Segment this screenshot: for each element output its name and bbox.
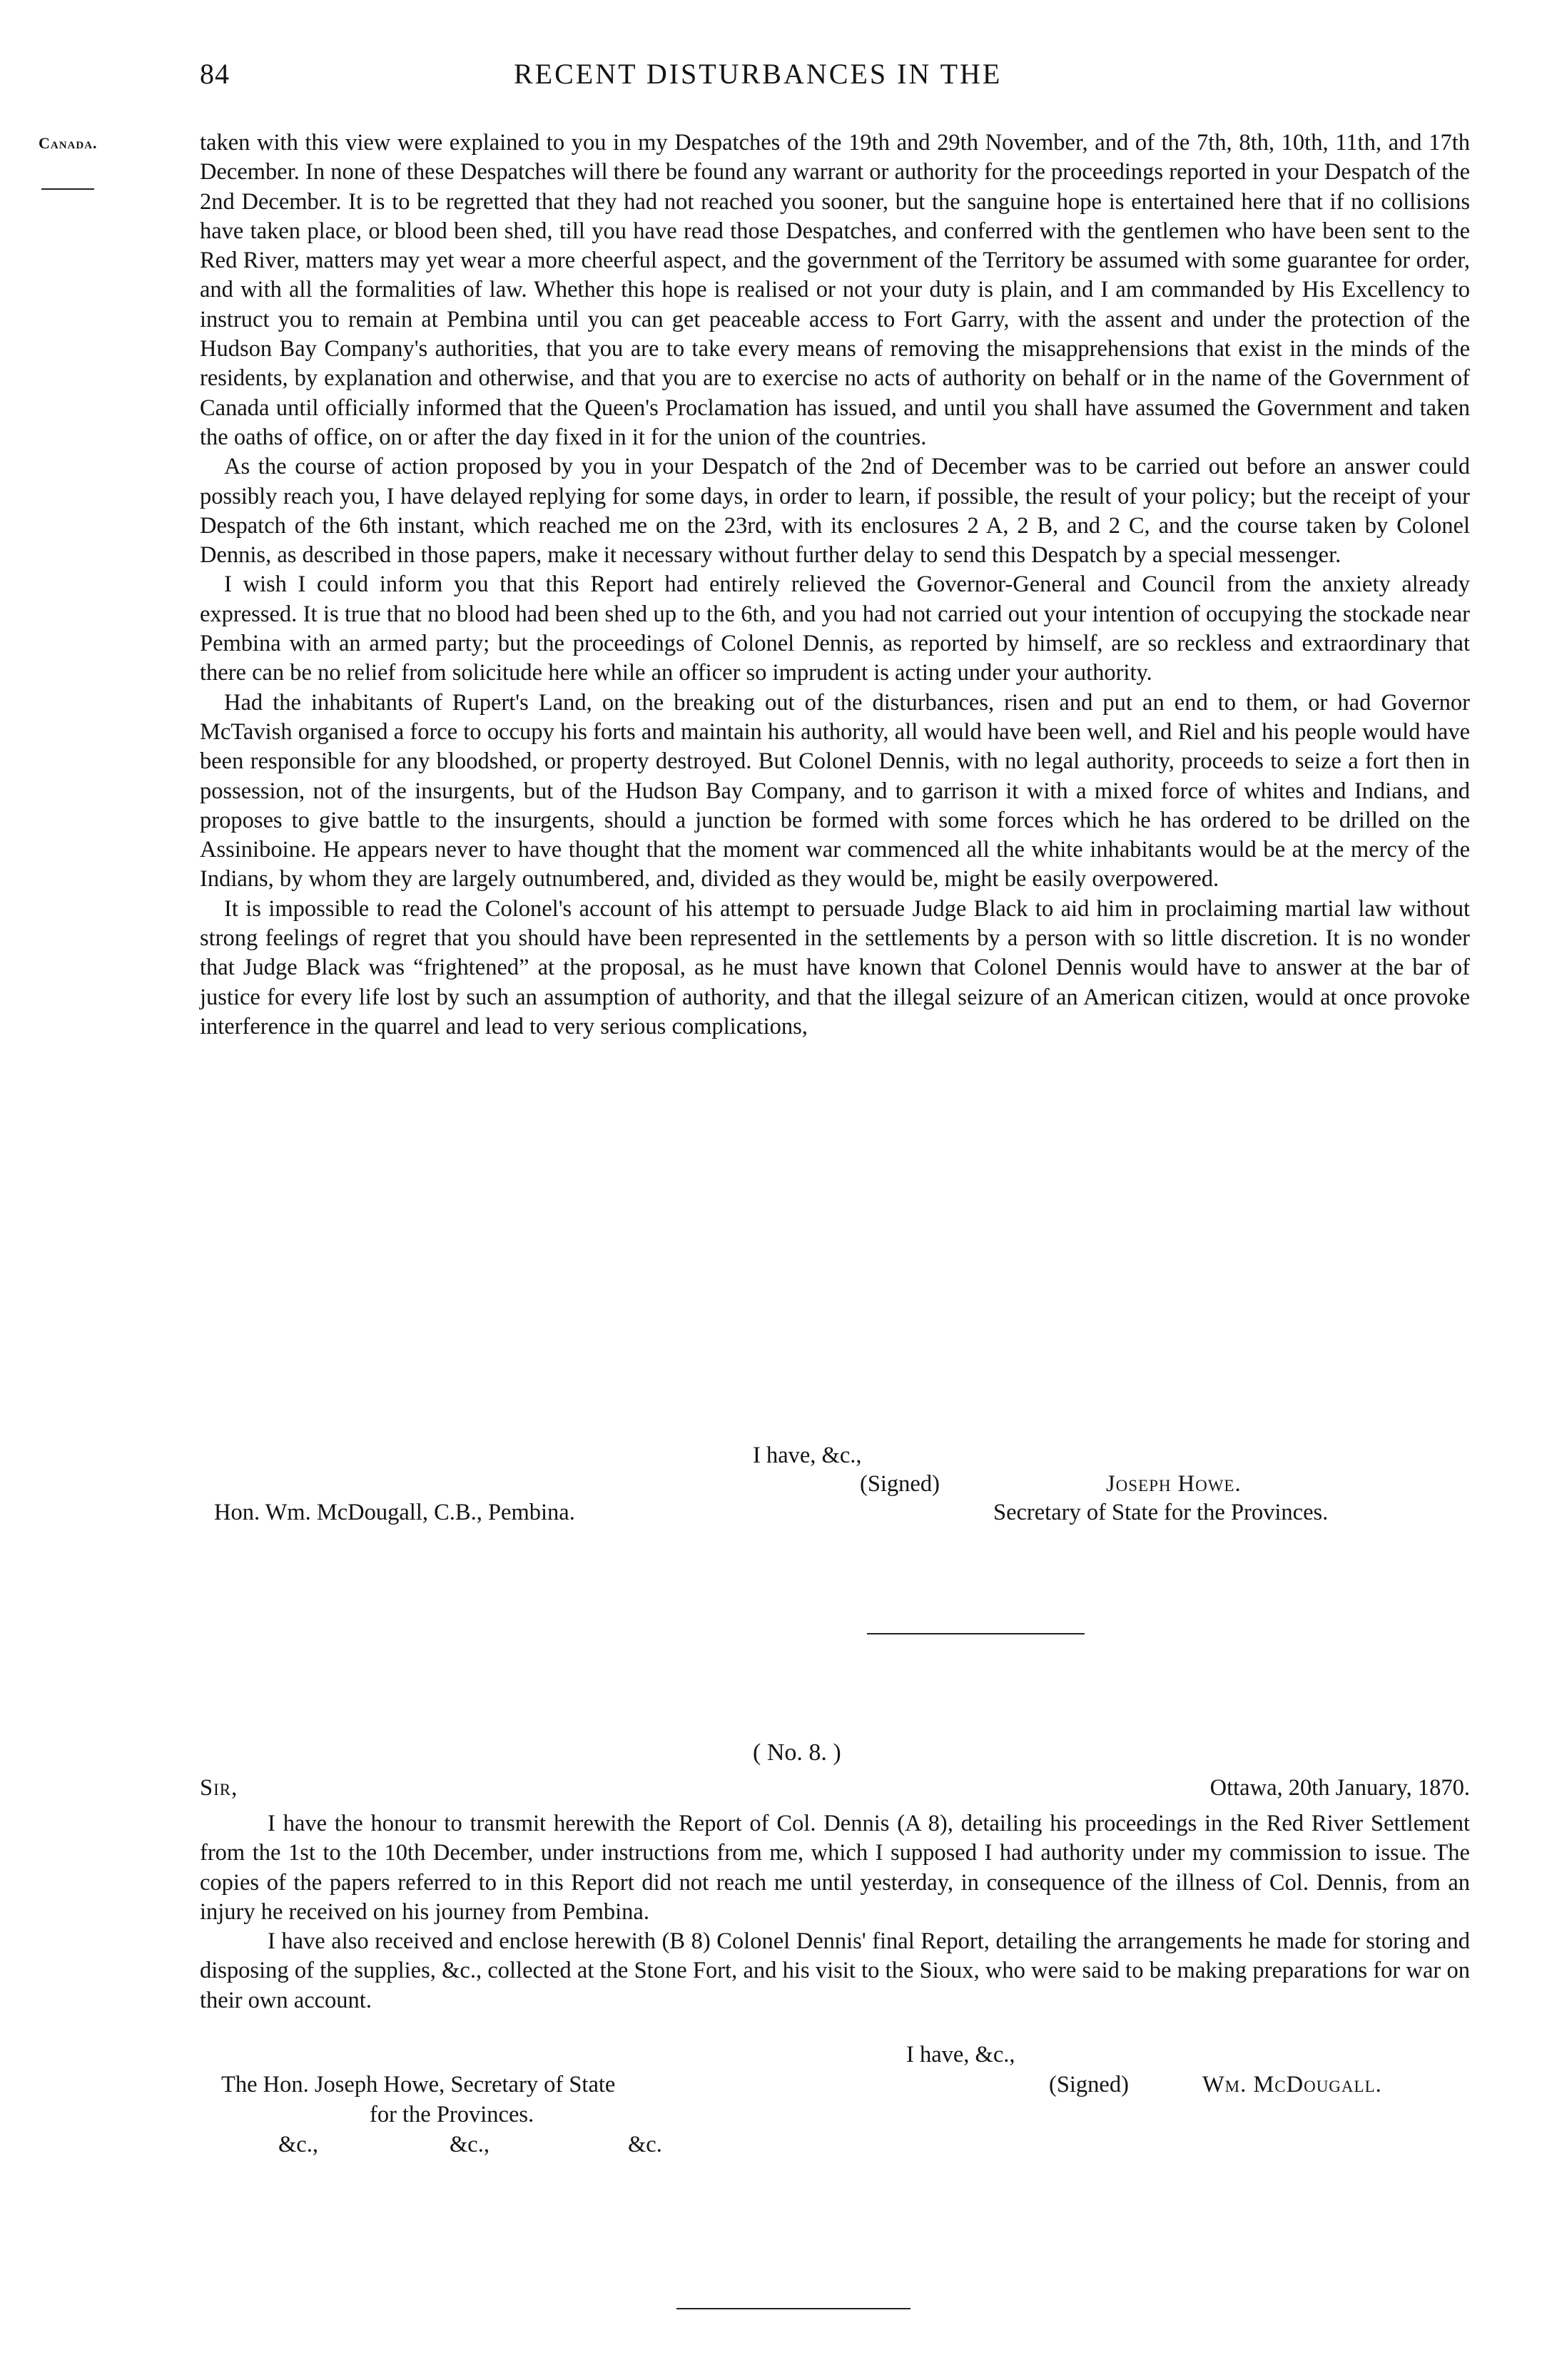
etc: &c. <box>628 2132 662 2157</box>
despatch-body <box>200 128 1470 1042</box>
document-number: ( No. 8. ) <box>753 1739 841 1766</box>
salutation: Sir, <box>200 1775 238 1801</box>
page-number: 84 <box>200 58 230 90</box>
paragraph: Had the inhabitants of Rupert's Land, on the breaking out of the disturbances, risen and put an end to them, or had Governor McTavish organised a force to occupy his forts and maintain his authority, all would have been well, and Riel and his people would have been responsible for any bloodshed, or property destroyed. But Colonel Dennis, with no legal authority, proceeds to seize a fort then in possession, not of the insurgents, but of the Hudson Bay Company, and to garrison it with a mixed force of whites and Indians, and proposes to give battle to the insurgents, should a junction be formed with some forces which he has ordered to be drilled on the Assiniboine. He appears never to have thought that the moment war commenced all the white inhabitants would be at the mercy of the Indians, by whom they are largely outnumbered, and, divided as they would be, might be easily overpowered. <box>200 689 1470 892</box>
signatory-name: Joseph Howe. <box>1106 1471 1242 1497</box>
dateline: Ottawa, 20th January, 1870. <box>1209 1775 1470 1801</box>
letter-body <box>200 1809 1470 2015</box>
page-title: RECENT DISTURBANCES IN THE <box>514 58 1003 90</box>
paragraph: taken with this view were explained to you in my Despatches of the 19th and 29th November, and of the 7th, 8th, 10th, 11th, and 17th December. In none of these Despatches will there be found any warrant or authority for the proceedings reported in your Despatch of the 2nd December. It is to be regretted that they had not reached you sooner, but the sanguine hope is entertained here that if no collisions have taken place, or blood been shed, till you have read those Despatches, and conferred with the gentlemen who have been sent to the Red River, matters may yet wear a more cheerful aspect, and the government of the Territory be assumed with some guarantee for order, and with all the formalities of law. Whether this hope is realised or not your duty is plain, and I am commanded by His Excellency to instruct you to remain at Pembina until you can get peaceable access to Fort Garry, with the assent and under the protection of the Hudson Bay Company's authorities, that you are to take every means of removing the misapprehensions that exist in the minds of the residents, by explanation and otherwise, and that you are to exercise no acts of authority on behalf or in the name of the Government of Canada until officially informed that the Queen's Proclamation has issued, and until you shall have assumed the Government and taken the oaths of office, on or after the day fixed in it for the union of the countries. <box>200 130 1470 450</box>
addressee-line-2: for the Provinces. <box>370 2102 534 2127</box>
running-head <box>200 57 1470 100</box>
paragraph: As the course of action proposed by you in your Despatch of the 2nd of December was to be carried out before an answer could possibly reach you, I have delayed replying for some days, in order to learn, if possible, the result of your policy; but the receipt of your Despatch of the 6th instant, which reached me on the 23rd, with its enclosures 2 A, 2 B, and 2 C, and the course taken by Colonel Dennis, as described in those papers, make it necessary without further delay to send this Despatch by a special messenger. <box>200 454 1470 569</box>
closing-i-have: I have, &c., <box>906 2042 1015 2068</box>
paragraph: I wish I could inform you that this Report had entirely relieved the Governor-General and Council from the anxiety already expressed. It is true that no blood had been shed up to the 6th, and you had not carried out your intention of occupying the stockade near Pembina with an armed party; but the proceedings of Colonel Dennis, as reported by himself, are so reckless and extraordinary that there can be no relief from solicitude here while an officer so imprudent is acting under your authority. <box>200 571 1470 686</box>
paragraph: It is impossible to read the Colonel's account of his attempt to persuade Judge Black to aid him in proclaiming martial law without strong feelings of regret that you should have been represented in the settlements by a person with so little discretion. It is no wonder that Judge Black was “frightened” at the proposal, as he must have known that Colonel Dennis would have to answer at the bar of justice for every life lost by such an assumption of authority, and that the illegal seizure of an American citizen, would at once provoke interference in the quarrel and lead to very serious complications, <box>200 895 1470 1039</box>
etc: &c., <box>450 2132 490 2157</box>
section-divider <box>867 1633 1085 1634</box>
paragraph: I have also received and enclose herewith (B 8) Colonel Dennis' final Report, detailing the arrangements he made for storing and disposing of the supplies, &c., collected at the Stone Fort, and his visit to the Sioux, who were said to be making preparations for war on their own account. <box>200 1928 1470 2013</box>
closing-signed: (Signed) <box>1049 2072 1129 2097</box>
etc: &c., <box>278 2132 318 2157</box>
closing-i-have: I have, &c., <box>753 1443 862 1468</box>
addressee-line-1: The Hon. Joseph Howe, Secretary of State <box>221 2072 616 2097</box>
closing-signed: (Signed) <box>860 1471 940 1497</box>
addressee: Hon. Wm. McDougall, C.B., Pembina. <box>214 1500 575 1525</box>
signatory-title: Secretary of State for the Provinces. <box>993 1500 1329 1525</box>
signatory-name: Wm. McDougall. <box>1202 2072 1382 2097</box>
section-divider <box>676 2308 911 2309</box>
paragraph: I have the honour to transmit herewith the Report of Col. Dennis (A 8), detailing his proceedings in the Red River Settlement from the 1st to the 10th December, under instructions from me, which I supposed I had authority under my commission to issue. The copies of the papers referred to in this Report did not reach me until yesterday, in consequence of the illness of Col. Dennis, from an injury he received on his journey from Pembina. <box>200 1811 1470 1925</box>
margin-note: Canada. <box>39 134 98 152</box>
margin-rule <box>41 188 94 190</box>
